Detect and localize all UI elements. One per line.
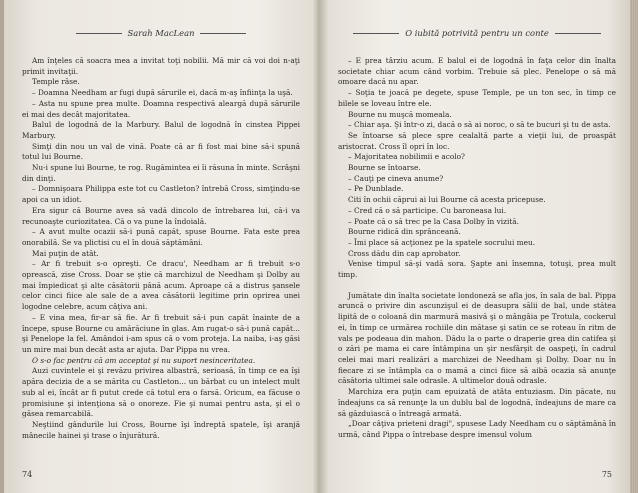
paragraph: Nu-i spune lui Bourne, te rog. Rugămintea ei îi răsuna în minte. Scrâşni din dinţi. [22,163,301,183]
paragraph: Am înţeles că soacra mea a invitat toţi nobilii. Mă mir că voi doi n-aţi primit invitaţii. [22,56,300,76]
paragraph: – Soţia te joacă pe degete, spuse Temple, pe un ton sec, în timp ce bilele se loveau între ele. [338,88,616,108]
left-page [0,0,318,493]
paragraph: – E prea târziu acum. E balul ei de logodnă în faţa celor din înalta societate chiar acum când vorbim. Trebuie să plec. Penelope o să mă omoare dacă nu apar. [338,56,616,87]
paragraph: – Cred că o să participe. Cu baroneasa lui. [348,205,507,215]
right-running-header [338,26,616,40]
paragraph: – E vina mea, fir-ar să fie. Ar fi trebuit să-i pun capăt înainte de a începe, spuse Bourne cu amărăciune în glas. Am rugat-o să-i pună capăt... şi Penelope la fel. Amândoi i-am spus că o vom proteja. La naiba, i-aş găsi un mire mai bun decât asta ar ajuta. Dar Pippa nu vrea. [22,312,300,354]
paragraph: Marchiza era puţin cam epuizată de atâta entuziasm. Din păcate, nu îndeajuns ca să renunţe la un dublu bal de logodnă, îndeajuns de mare ca să găzduiască o întreagă armată. [338,387,616,418]
right-page-body [338,56,616,441]
paragraph: Era sigur că Bourne avea să vadă dincolo de întrebarea lui, că-i va recunoaşte curiozitatea. Că o va pune la îndoială. [22,205,300,226]
paragraph: Cross dădu din cap aprobator. [348,248,461,258]
header-rule [76,33,122,34]
paragraph: Citi în ochii căprui ai lui Bourne că acesta pricepuse. [348,195,546,205]
paragraph: – Ar fi trebuit s-o opreşti. Ce dracu', Needham ar fi trebuit s-o oprească, zise Cross. Doar se ştie că marchizul de Needham şi Dolby au mai împiedicat şi alte căsătorii până acum. Aproape că a distrus şansele celor cinci fiice ale sale de a avea căsătorii legitime prin oprirea unei logodne celebre, acum câţiva ani. [22,259,300,312]
paragraph: Simţi din nou un val de vină. Poate că ar fi fost mai bine să-i spună totul lui Bourne. [22,141,300,162]
left-header-text: Sarah MacLean [127,28,195,38]
paragraph: Mai puţin de atât. [32,248,99,258]
header-rule [555,33,601,34]
paragraph: – Cauţi pe cineva anume? [348,173,444,183]
right-header-text: O iubită potrivită pentru un conte [405,28,549,38]
paragraph: O s-o fac pentru că am acceptat şi nu suport nesinceritatea. [32,355,256,365]
paragraph: Bourne nu muşcă momeala. [348,109,452,119]
header-rule [200,33,246,34]
paragraph: Se întoarse să plece spre cealaltă parte a vieţii lui, de proaspăt aristocrat. Cross îl opri în loc. [338,130,616,151]
paragraph: Venise timpul să-şi vadă sora. Şapte ani însemna, totuşi, prea mult timp. [338,259,616,280]
paragraph: Balul de logodnă de la Marbury. Balul de logodnă în cinstea Pippei Marbury. [22,120,300,140]
paragraph: Jumătate din înalta societate londoneză se afla jos, în sala de bal. Pippa aruncă o privire din ascunzişul ei de deasupra sălii de bal, unde stătea lipită de o coloană din marmură masivă şi o mângâia pe Trotula, cockerul ei, în timp ce urmărea rochiile din mătase şi satin ce se roteau în ritm de vals pe podeaua din mahon. Dădu la o parte o draperie grea din catifea şi o zări pe mama ei care întâmpina un şir nesfârşit de oaspeţi, în cadrul celei mai mari realizări a marchizei de Needham şi Dolby. Doar nu în fiecare zi se întâmpla ca o mamă a cinci fiice să aibă ocazia să anunţe căsătoria ultimei sale odrasle. A ultimelor două odrasle. [338,290,616,386]
paragraph: – Doamna Needham ar fugi după sărurile ei, dacă m-aş înfiinţa la uşă. [32,88,293,98]
paragraph: – Majoritatea nobilimii e acolo? [348,152,465,162]
left-running-header [22,26,300,40]
header-rule [353,33,399,34]
left-page-number: 74 [22,470,33,479]
right-page-number: 75 [601,470,612,479]
paragraph: Auzi cuvintele ei şi revăzu privirea albastră, serioasă, în timp ce ea îşi apăra decizia de a se mărita cu Castleton... un bărbat cu un intelect mult sub al ei, încât ar fi putut crede că totul era o farsă. Oricum, ea făcuse o promisiune şi intenţiona să o onoreze. Fie şi numai pentru asta, şi el o găsea remarcabilă. [22,366,300,419]
paragraph: – Poate că o să trec pe la Casa Dolby în vizită. [348,216,519,226]
left-page-body [22,56,300,441]
paragraph: Neştiind gândurile lui Cross, Bourne îşi îndreptă spatele, îşi aranjă mânecile hainei şi trase o înjurătură. [22,419,300,440]
paragraph: „Doar câţiva prieteni dragi", spusese Lady Needham cu o săptămână în urmă, când Pippa o întrebase despre imensul volum [338,419,616,439]
paragraph: Bourne ridică din sprânceană. [348,227,461,237]
paragraph: – Pe Dunblade. [348,184,404,194]
paragraph: – Domnişoara Philippa este tot cu Castleton? întrebă Cross, simţindu-se apoi ca un idiot. [22,184,300,205]
paragraph: – Chiar aşa. Şi într-o zi, dacă o să ai noroc, o să te bucuri şi tu de asta. [348,120,611,130]
paragraph: – Îmi place să acţionez pe la spatele socrului meu. [348,237,536,247]
paragraph: Bourne se întoarse. [348,163,421,173]
paragraph: – Asta nu spune prea multe. Doamna respectivă aleargă după sărurile ei mai des decât majoritatea. [22,98,300,119]
paragraph: – A avut multe ocazii să-i pună capăt, spuse Bourne. Fata este prea onorabilă. Se va plictisi cu el în două săptămâni. [22,227,300,247]
book-right-edge [630,0,638,493]
paragraph: Temple râse. [32,77,80,87]
right-page [320,0,638,493]
